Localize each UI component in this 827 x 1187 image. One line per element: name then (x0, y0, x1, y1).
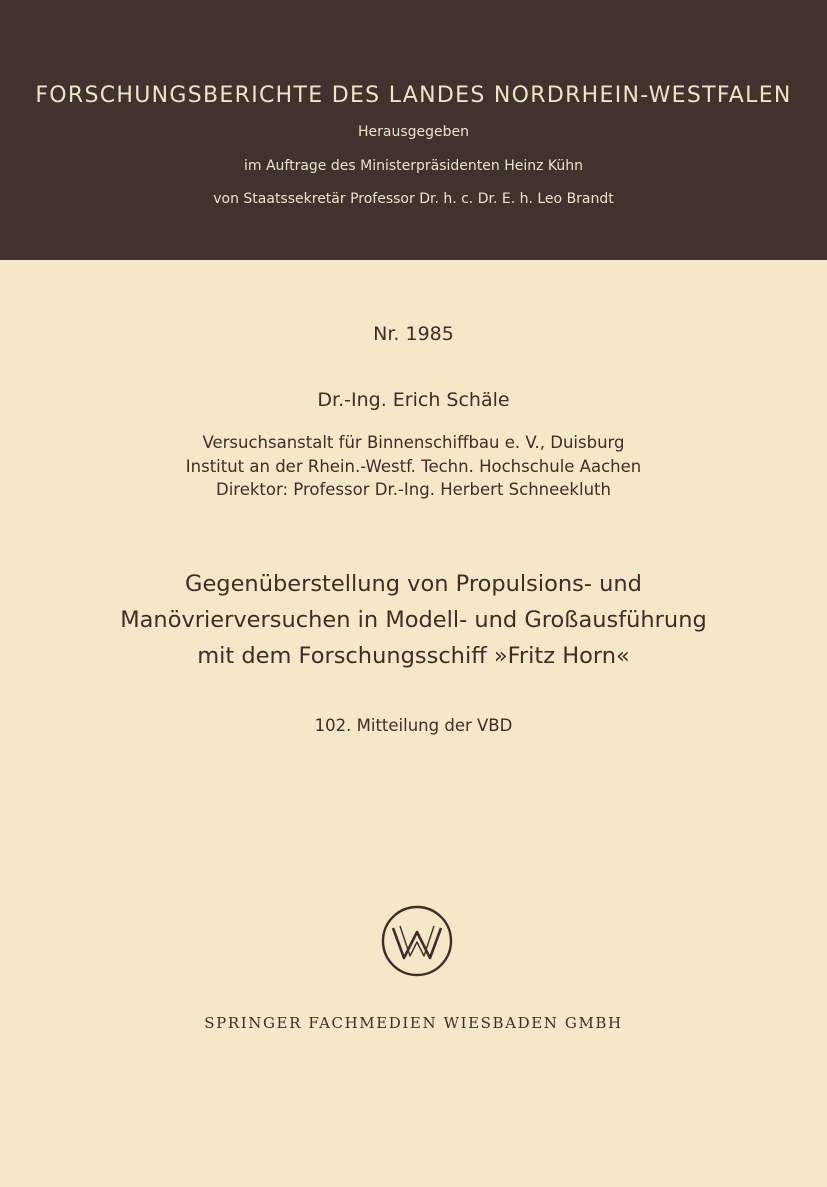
title-line-1: Gegenüberstellung von Propulsions- und (185, 571, 642, 597)
report-number: Nr. 1985 (373, 323, 454, 345)
author-name: Dr.-Ing. Erich Schäle (317, 389, 510, 411)
series-title: FORSCHUNGSBERICHTE DES LANDES NORDRHEIN-WESTFALEN (35, 83, 792, 108)
affiliation-line-1: Versuchsanstalt für Binnenschiffbau e. V., Duisburg (202, 433, 625, 452)
editor-line-1: Herausgegeben (357, 124, 469, 140)
editor-line-3: von Staatssekretär Professor Dr. h. c. Dr. E. h. Leo Brandt (213, 191, 614, 207)
header-band (0, 0, 827, 260)
affiliation-line-2: Institut an der Rhein.-Westf. Techn. Hochschule Aachen (185, 457, 642, 476)
title-line-2: Manövrierversuchen in Modell- und Großausführung (120, 607, 707, 633)
title-line-3: mit dem Forschungsschiff »Fritz Horn« (197, 643, 630, 669)
subtitle: 102. Mitteilung der VBD (314, 716, 513, 735)
westdeutscher-verlag-w-logo-icon (380, 904, 454, 978)
publisher: SPRINGER FACHMEDIEN WIESBADEN GMBH (204, 1014, 623, 1032)
affiliation-line-3: Direktor: Professor Dr.-Ing. Herbert Schneekluth (216, 480, 611, 499)
editor-line-2: im Auftrage des Ministerpräsidenten Heinz Kühn (243, 158, 584, 174)
book-title (0, 566, 827, 674)
